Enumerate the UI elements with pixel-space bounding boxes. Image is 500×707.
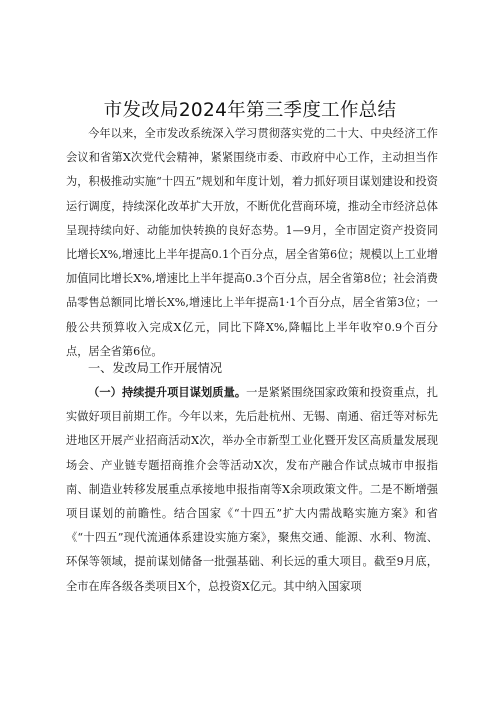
intro-paragraph [66, 122, 438, 364]
document-title: 市发改局2024年第三季度工作总结 [103, 100, 397, 121]
subsection-heading: （一）持续提升项目谋划质量。 [88, 386, 247, 399]
section-heading: 一、发改局工作开展情况 [88, 361, 223, 375]
subsection-body-text: 一是紧紧围绕国家政策和投资重点，扎实做好项目前期工作。今年以来，先后赴杭州、无锡、南通、宿迁等对标先进地区开展产业招商活动X次，举办全市新型工业化暨开发区高质量发展现场会、产业链专题招商推介会等活动X次，发布产融合作试点城市申报指南、制造业转移发展重点承接地申报指南等X余项政策文件。二是不断增强项目谋划的前瞻性。结合国家《“十四五”扩大内需战略实施方案》和省《“十四五”现代流通体系建设实施方案》，聚焦交通、能源、水利、物流、环保等领域，提前谋划储备一批强基础、利长远的重大项目。截至9月底，全市在库各级各类项目X个，总投资X亿元。其中纳入国家项 [66, 386, 438, 593]
intro-paragraph-text: 今年以来，全市发改系统深入学习贯彻落实党的二十大、中央经济工作会议和省第X次党代会精神，紧紧围绕市委、市政府中心工作，主动担当作为，积极推动实施“十四五”规划和年度计划，着力抓好项目谋划建设和投资运行调度，持续深化改革扩大开放，不断优化营商环境，推动全市经济总体呈现持续向好、动能加快转换的良好态势。1—9月，全市固定资产投资同比增长X%,增速比上半年提高0.1个百分点，居全省第6位；规模以上工业增加值同比增长X%,增速比上半年提高0.3个百分点，居全省第8位；社会消费品零售总额同比增长X%,增速比上半年提高1·1个百分点，居全省第3位；一般公共预算收入完成X亿元，同比下降X%,降幅比上半年收窄0.9个百分点，居全省第6位。 [66, 127, 438, 358]
subsection-paragraph [66, 381, 438, 599]
